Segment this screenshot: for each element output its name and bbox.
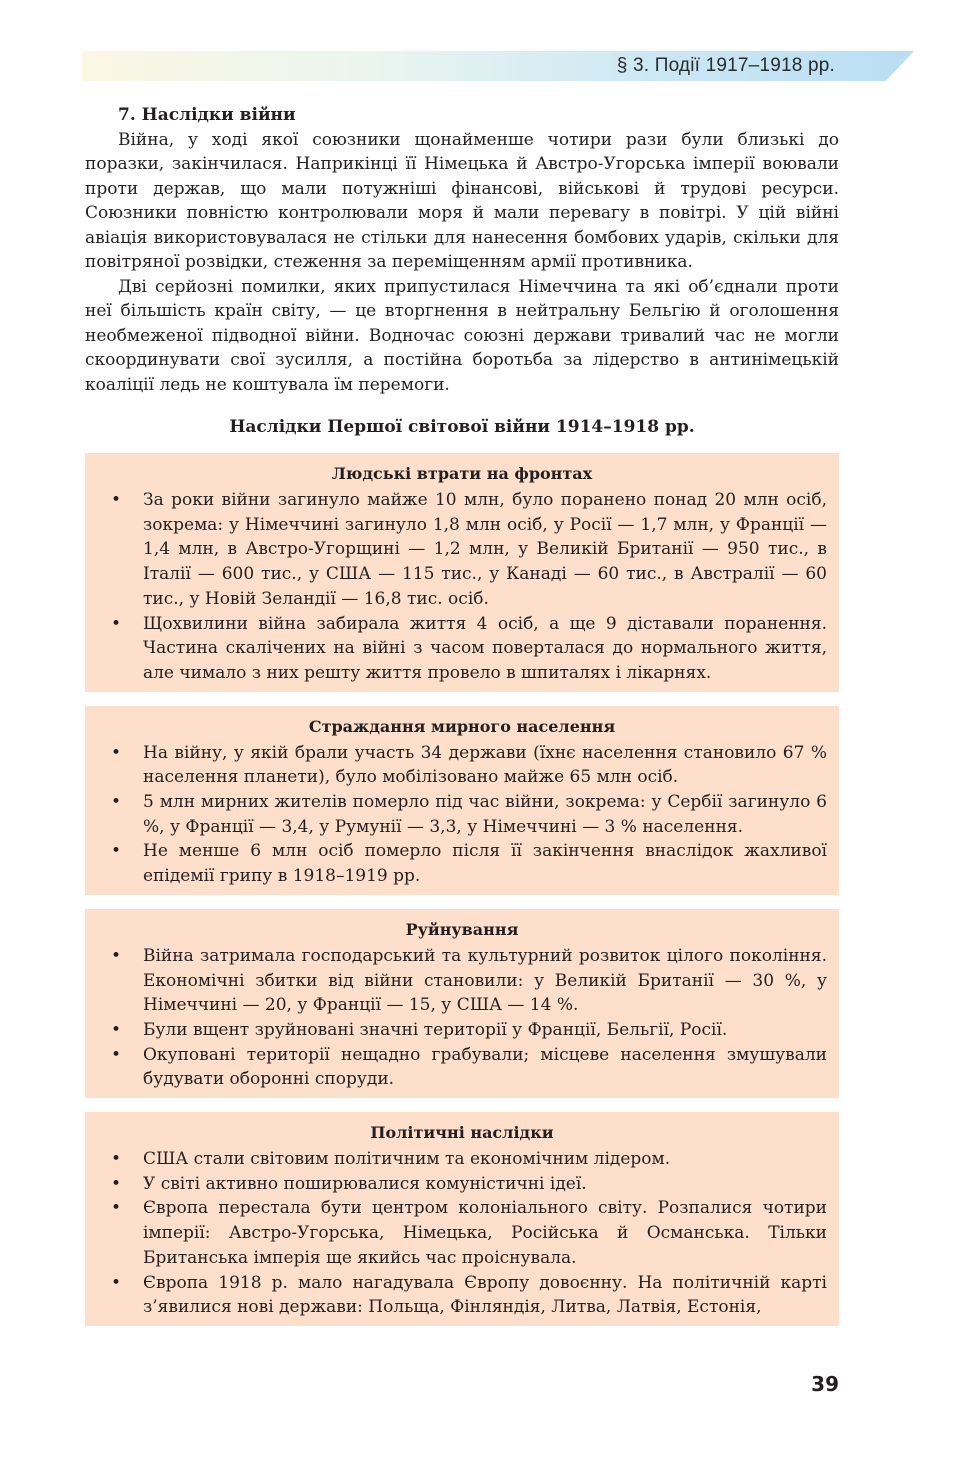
list-item-text: Європа перестала бути центром колоніального світу. Розпалися чотири імперії: Австро-Угорська, Німецька, Російська й Османська. Тільки Британська імперія ще якийсь час проіснувала.	[143, 1198, 827, 1268]
bullet-icon: •	[111, 1019, 122, 1040]
consequence-box-destruction	[85, 909, 839, 1098]
box-title: Політичні наслідки	[370, 1123, 554, 1143]
running-header: § 3. Події 1917–1918 рр.	[616, 55, 835, 76]
bullet-list	[97, 944, 827, 1092]
bullet-icon: •	[111, 792, 122, 813]
bullet-icon: •	[111, 742, 122, 763]
list-item-text: Європа 1918 р. мало нагадувала Європу довоєнну. На політичній карті з’явилися нові держави: Польща, Фінляндія, Литва, Латвія, Естонія,	[143, 1272, 827, 1318]
list-item-text: Були вщент зруйновані значні території у Франції, Бельгії, Росії.	[143, 1019, 728, 1040]
list-item	[97, 1147, 827, 1172]
list-item	[97, 1018, 827, 1043]
list-item	[97, 790, 827, 839]
bullet-list	[97, 1147, 827, 1320]
list-item-text: Не менше 6 млн осіб померло після її закінчення внаслідок жахливої епідемії грипу в 1918–1919 рр.	[143, 841, 827, 887]
paragraph: Дві серйозні помилки, яких припустилася Німеччина та які об’єднали проти неї більшість країн світу, — це вторгнення в нейтральну Бельгію й оголошення необмеженої підводної війни. Водночас союзні держави тривалий час не могли скоординувати свої зусилля, а постійна боротьба за лідерство в антинімецькій коаліції ледь не коштувала їм перемоги.	[85, 276, 839, 395]
list-item-text: На війну, у якій брали участь 34 держави (їхнє населення становило 67 % населення планети), було мобілізовано майже 65 млн осіб.	[143, 742, 827, 788]
list-item	[97, 839, 827, 888]
consequence-box-political	[85, 1112, 839, 1326]
list-item-text: 5 млн мирних жителів померло під час війни, зокрема: у Сербії загинуло 6 %, у Франції — 3,4, у Румунії — 3,3, у Німеччині — 3 % населення.	[143, 792, 827, 837]
list-item	[97, 1271, 827, 1320]
bullet-icon: •	[111, 1272, 122, 1293]
consequence-box-civilian-suffering	[85, 706, 839, 895]
bullet-icon: •	[111, 1173, 122, 1194]
box-title: Людські втрати на фронтах	[331, 464, 593, 483]
bullet-icon: •	[111, 1198, 122, 1219]
bullet-list	[97, 741, 827, 889]
list-item-text: Щохвилини війна забирала життя 4 осіб, а ще 9 діставали поранення. Частина скалічених на війні з часом поверталася до нормального життя, але чимало з них решту життя провело в шпиталях і лікарнях.	[143, 613, 827, 683]
table-title: Наслідки Першої світової війни 1914–1918 рр.	[229, 417, 695, 437]
paragraph: Війна, у ході якої союзники щонайменше чотири рази були близькі до поразки, закінчилася. Наприкінці її Німецька й Австро-Угорська імперії воювали проти держав, що мали потужніші фінансові, військові й трудові ресурси. Союзники повністю контролювали моря й мали перевагу в повітрі. У цій війні авіація використовувалася не стільки для нанесення бомбових ударів, скільки для повітряної розвідки, стеження за переміщенням армії противника.	[85, 129, 839, 272]
list-item	[97, 1043, 827, 1092]
consequence-box-human-losses	[85, 453, 839, 692]
bullet-icon: •	[111, 490, 122, 510]
bullet-icon: •	[111, 613, 122, 634]
list-item-text: За роки війни загинуло майже 10 млн, було поранено понад 20 млн осіб, зокрема: у Німеччині загинуло 1,8 млн осіб, у Росії — 1,7 млн, у Франції — 1,4 млн, в Австро-Угорщині — 1,2 млн, у Великій Британії — 950 тис., в Італії — 600 тис., у США — 115 тис., у Канаді — 60 тис., в Австралії — 60 тис., у Новій Зеландії — 16,8 тис. осіб.	[143, 490, 827, 609]
bullet-list	[97, 488, 827, 686]
list-item	[97, 944, 827, 1018]
box-title: Руйнування	[405, 919, 519, 939]
page-content	[85, 103, 839, 1340]
list-item	[97, 488, 827, 612]
bullet-icon: •	[111, 945, 122, 966]
bullet-icon: •	[111, 841, 122, 862]
list-item-text: У світі активно поширювалися комуністичні ідеї.	[143, 1173, 587, 1194]
bullet-icon: •	[111, 1149, 122, 1170]
list-item-text: Окуповані території нещадно грабували; місцеве населення змушували будувати оборонні споруди.	[143, 1044, 827, 1090]
list-item-text: США стали світовим політичним та економічним лідером.	[143, 1149, 671, 1170]
list-item	[97, 741, 827, 790]
bullet-icon: •	[111, 1044, 122, 1065]
list-item-text: Війна затримала господарський та культурний розвиток цілого покоління. Економічні збитки від війни становили: у Великій Британії — 30 %, у Німеччині — 20, у Франції — 15, у США — 14 %.	[143, 945, 827, 1016]
page-number: 39	[811, 1372, 839, 1396]
box-title: Страждання мирного населення	[308, 716, 616, 736]
list-item	[97, 612, 827, 686]
list-item	[97, 1172, 827, 1197]
list-item	[97, 1196, 827, 1270]
section-heading: 7. Наслідки війни	[118, 105, 296, 125]
